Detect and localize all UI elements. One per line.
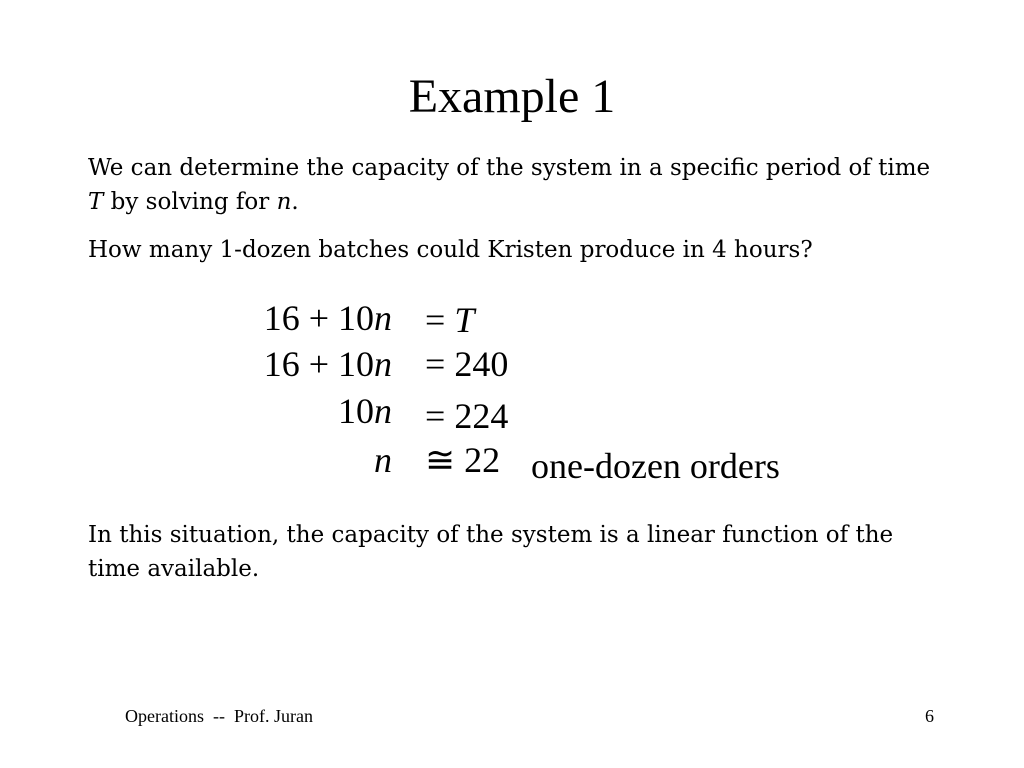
- equation-3-rhs: [425, 396, 508, 436]
- equation-4-lhs-var: n: [374, 440, 392, 480]
- equation-1-lhs: [92, 298, 392, 338]
- intro-text-c: .: [291, 189, 299, 215]
- equation-2-lhs-var: n: [374, 344, 392, 384]
- equation-4-rhs-val: 22: [464, 440, 501, 480]
- equation-1-rhs-var: T: [454, 300, 475, 340]
- intro-paragraph: [88, 151, 948, 219]
- footer-page-number: 6: [925, 706, 934, 726]
- equation-3-rhs-val: 224: [454, 396, 509, 436]
- equation-3-lhs-num: 10: [338, 391, 374, 431]
- conclusion-paragraph: In this situation, the capacity of the system is a linear function of the time available.: [88, 522, 894, 582]
- equation-4-rhs: [425, 440, 500, 480]
- equation-1-lhs-var: n: [374, 298, 392, 338]
- equation-4-rhs-op: ≅: [425, 440, 465, 480]
- intro-text-b: by solving for: [103, 189, 277, 215]
- question-paragraph: How many 1-dozen batches could Kristen produce in 4 hours?: [88, 237, 813, 263]
- equation-1-rhs: [425, 300, 474, 340]
- equation-3-lhs-var: n: [374, 391, 392, 431]
- variable-n: n: [276, 189, 292, 215]
- equation-2-rhs-op: =: [425, 344, 455, 384]
- intro-text-a: We can determine the capacity of the system in a specific period of time: [88, 155, 931, 181]
- equation-2-lhs: [92, 344, 392, 384]
- variable-t: T: [88, 189, 104, 215]
- equation-2-lhs-num: 16 + 10: [263, 344, 374, 384]
- result-units-label: one-dozen orders: [531, 446, 780, 486]
- equation-4-lhs: [92, 440, 392, 480]
- equation-1-rhs-op: =: [425, 300, 455, 340]
- equation-2-rhs: [425, 344, 508, 384]
- footer-course-label: Operations -- Prof. Juran: [125, 706, 313, 726]
- slide-title: Example 1: [408, 70, 616, 123]
- equation-1-lhs-num: 16 + 10: [263, 298, 374, 338]
- equation-3-rhs-op: =: [425, 396, 455, 436]
- equation-3-lhs: [92, 391, 392, 431]
- equation-2-rhs-val: 240: [454, 344, 509, 384]
